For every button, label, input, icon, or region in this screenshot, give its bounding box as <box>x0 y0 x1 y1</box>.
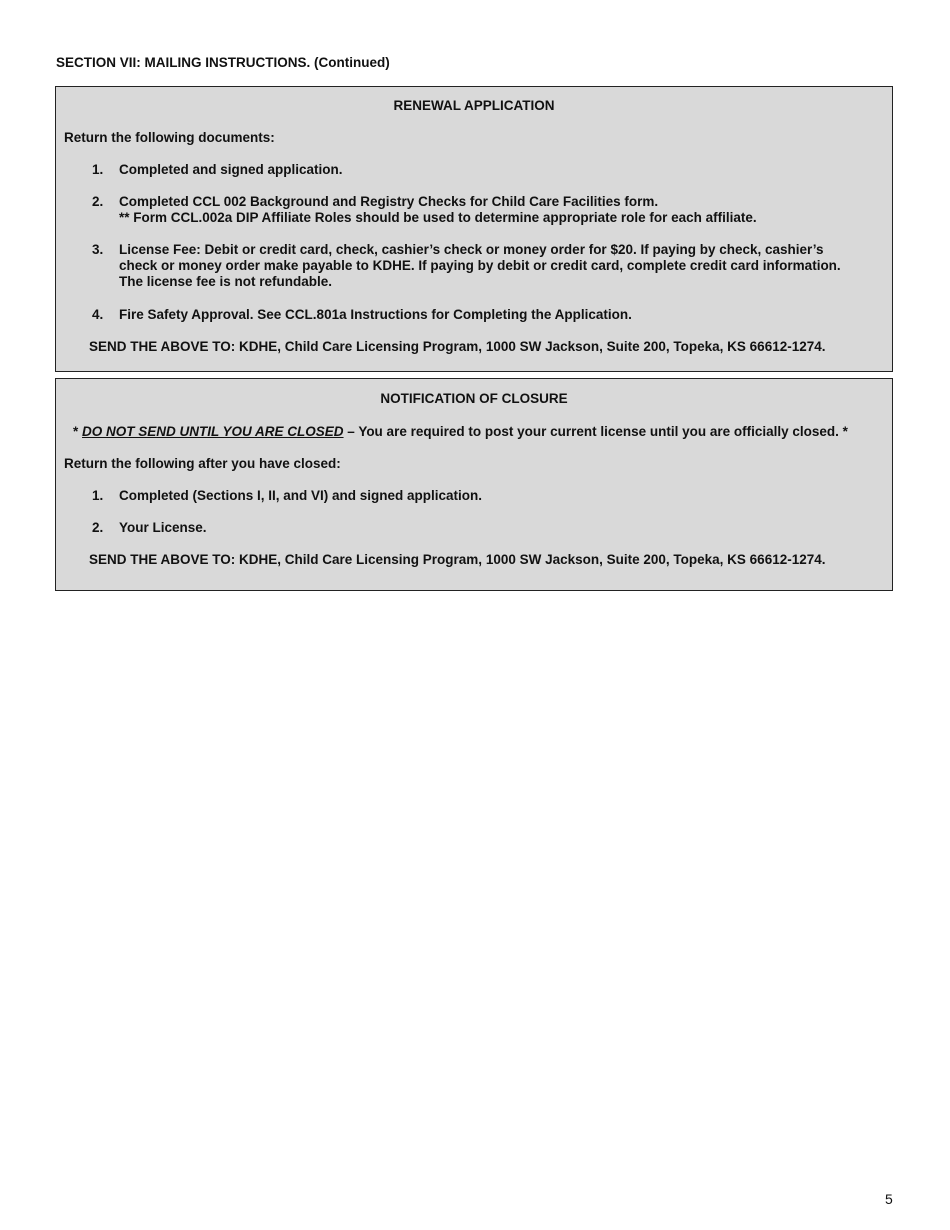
item-line: License Fee: Debit or credit card, check, cashier’s check or money order for $20. If paying by check, cashier’s <box>119 242 824 257</box>
item-line: Fire Safety Approval. See CCL.801a Instructions for Completing the Application. <box>119 307 632 322</box>
item-line: Your License. <box>119 520 207 535</box>
item-text <box>119 307 882 323</box>
warning-rest: – You are required to post your current license until you are officially closed. * <box>343 424 848 439</box>
section-heading: SECTION VII: MAILING INSTRUCTIONS. (Continued) <box>56 55 390 70</box>
renewal-application-box <box>55 86 893 372</box>
item-line: ** Form CCL.002a DIP Affiliate Roles should be used to determine appropriate role for each affiliate. <box>119 210 757 225</box>
item-number: 2. <box>92 194 104 209</box>
warning-emphasis: DO NOT SEND UNTIL YOU ARE CLOSED <box>82 424 344 439</box>
closure-warning <box>73 424 848 440</box>
item-line: Completed CCL 002 Background and Registry Checks for Child Care Facilities form. <box>119 194 659 209</box>
item-text <box>119 162 882 178</box>
closure-item-1 <box>92 488 882 504</box>
warning-prefix: * <box>73 424 83 439</box>
renewal-intro: Return the following documents: <box>64 130 275 145</box>
renewal-item-1 <box>92 162 882 178</box>
renewal-item-4 <box>92 307 882 323</box>
item-text <box>119 520 882 536</box>
renewal-send-address: SEND THE ABOVE TO: KDHE, Child Care Licensing Program, 1000 SW Jackson, Suite 200, Topeka, KS 66612-1274. <box>89 339 826 354</box>
item-number: 1. <box>92 162 104 177</box>
item-line: The license fee is not refundable. <box>119 274 333 289</box>
notification-of-closure-box <box>55 378 893 591</box>
item-number: 2. <box>92 520 104 535</box>
item-line: Completed (Sections I, II, and VI) and signed application. <box>119 488 483 503</box>
item-number: 1. <box>92 488 104 503</box>
item-number: 4. <box>92 307 104 322</box>
item-text <box>119 242 882 290</box>
item-line: check or money order make payable to KDHE. If paying by debit or credit card, complete credit card information. <box>119 258 841 273</box>
closure-send-address: SEND THE ABOVE TO: KDHE, Child Care Licensing Program, 1000 SW Jackson, Suite 200, Topeka, KS 66612-1274. <box>89 552 826 567</box>
item-line: Completed and signed application. <box>119 162 343 177</box>
item-text <box>119 194 882 226</box>
page-number: 5 <box>885 1191 893 1207</box>
item-text <box>119 488 882 504</box>
closure-intro: Return the following after you have closed: <box>64 456 341 471</box>
closure-item-2 <box>92 520 882 536</box>
item-number: 3. <box>92 242 104 257</box>
renewal-item-3 <box>92 242 882 290</box>
renewal-title: RENEWAL APPLICATION <box>393 98 555 113</box>
renewal-item-2 <box>92 194 882 226</box>
closure-title: NOTIFICATION OF CLOSURE <box>380 391 568 406</box>
